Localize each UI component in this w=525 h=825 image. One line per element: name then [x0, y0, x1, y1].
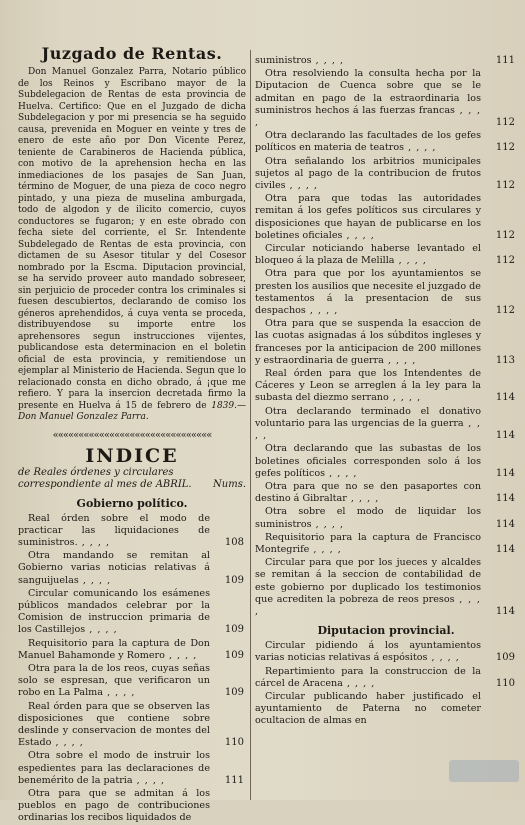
- right-entry-list: [255, 55, 517, 618]
- nums-header: Nums.: [213, 478, 246, 490]
- index-subtitle: [18, 467, 246, 491]
- index-entry: [255, 532, 517, 556]
- index-title: INDICE: [85, 444, 179, 467]
- index-entry-number: 110: [495, 677, 515, 689]
- index-entry: [255, 666, 517, 690]
- right-column: [255, 55, 517, 800]
- leader-dots: , , , ,: [255, 104, 481, 129]
- index-entry-text: Otra para que se admitan á los pueblos en pago de contribuciones ordinarias los recibos liquidados de: [18, 787, 210, 824]
- index-entry: [18, 750, 246, 787]
- index-entry-number: 114: [495, 493, 515, 505]
- index-entry-number: 113: [495, 354, 515, 366]
- index-entry-text: Otra declarando que las subastas de los boletines oficiales corresponden solo á los gefes políticos: [255, 443, 481, 479]
- index-entry-text: Otra declarando terminado el donativo voluntario para las urgencias de la guerra: [255, 405, 481, 429]
- notice-text: Don Manuel Gonzalez Parra, Notario público de los Reinos y Escribano mayor de la Subdelegacion de Rentas de esta provincia de Huelva. Certifico: Que en el Juzgado de dicha Subdelegacion y por mi presencia se ha seguido causa, prevenida en Moguer en veinte y tres de enero de este año por Don Vicente Perez, teniente de Carabineros de Hacienda pública, con motivo de la aprehension hecha en las inmediaciones de los pasajes de San Juan, término de Moguer, de una pieza de coco negro pintado, y una pieza de muselina amburgada, todo de algodon y de ilicito comercio, cuyos conductores se fugaron; y en este obrado con fecha siete del corriente, el Sr. Intendente Subdelegado de Rentas de esta provincia, con dictamen de su Asesor titular y del Cosesor nombrado por la Escma. Diputacion provincial, se ha servido proveer auto mandado sobreseer, sin perjuicio de proceder contra los criminales si fuesen descubiertos, declarando de comiso los géneros aprehendidos, á cuya venta se proceda, distribuyendose su importe entre los aprehensores segun instrucciones vijentes, publicandose esta determinacion en el boletin oficial de esta provincia, y remitiendose un ejemplar al Ministerio de Hacienda. Segun que lo relacionado consta en dicho obrado, á ¡que me refiero. Y para la insercion decretada firmo la presente en Huelva á 15 de febrero de: [18, 67, 246, 411]
- index-entry: [18, 588, 246, 637]
- leader-dots: , , , ,: [285, 180, 319, 192]
- index-entry-number: 112: [495, 180, 515, 192]
- index-entry-number: 112: [495, 305, 515, 317]
- index-entry-number: 112: [495, 142, 515, 154]
- index-entry: [255, 55, 517, 67]
- leader-dots: , , , ,: [255, 417, 481, 442]
- leader-dots: , , , ,: [342, 229, 375, 241]
- index-entry-text: Circular para que por los jueces y alcaldes se remitan á la seccion de contabilidad de este gobierno por duplicado los testimonios que acrediten la pobreza de reos presos: [255, 557, 481, 605]
- index-entry-number: 114: [495, 392, 515, 404]
- index-entry: [255, 243, 517, 267]
- index-entry-text: suministros: [255, 55, 312, 66]
- leader-dots: , , , ,: [309, 543, 342, 555]
- index-entry-text: Otra para que se suspenda la esaccion de las cuotas asignadas á los súbditos ingleses y franceses por la anticipacion de 200 millones y estraordinaria de guerra: [255, 318, 481, 366]
- index-entry: [18, 550, 246, 587]
- index-entry: [18, 663, 246, 700]
- index-entry-text: Requisitorio para la captura de Francisco Montegrife: [255, 531, 481, 555]
- index-entry-text: Real órden para que los Intendentes de Cáceres y Leon se arreglen á la ley para la subasta del diezmo serrano: [255, 368, 481, 404]
- leader-dots: , , , ,: [342, 677, 376, 689]
- index-subtitle-text: de Reales órdenes y circulares correspondiente al mes de ABRIL.: [18, 466, 192, 490]
- leader-dots: , , , ,: [132, 774, 165, 786]
- index-entry: [255, 368, 517, 405]
- index-entry: [255, 318, 517, 367]
- leader-dots: , , , ,: [103, 687, 136, 699]
- index-entry: [255, 68, 517, 129]
- leader-dots: , , , ,: [305, 305, 339, 317]
- notice-signature: 1839.— Don Manuel Gonzalez Parra.: [18, 400, 246, 422]
- index-entry-text: Requisitorio para la captura de Don Manuel Bahamonde y Romero: [18, 637, 210, 661]
- index-entry: [255, 506, 517, 530]
- leader-dots: , , , ,: [51, 737, 84, 749]
- column-rule: [250, 50, 251, 800]
- index-entry-number: 110: [224, 737, 244, 749]
- index-entry-text: Otra resolviendo la consulta hecha por la Diputacion de Cuenca sobre que se le admitan en pago de la estraordinaria los suministros hechos á las fuerzas francas: [255, 68, 481, 116]
- leader-dots: , , , ,: [325, 467, 358, 479]
- leader-dots: , , , ,: [311, 518, 344, 530]
- leader-dots: , , , ,: [427, 652, 460, 664]
- leader-dots: , , , ,: [404, 142, 437, 154]
- index-entry-text: Repartimiento para la construccion de la cárcel de Aracena: [255, 665, 481, 689]
- index-entry-number: 108: [224, 536, 244, 548]
- index-entry: [255, 130, 517, 154]
- index-entry: [18, 788, 246, 825]
- index-entry-number: 114: [495, 605, 515, 617]
- leader-dots: , , , ,: [311, 55, 344, 66]
- index-entry-number: 114: [495, 467, 515, 479]
- index-entry-number: 112: [495, 117, 515, 129]
- index-entry-text: Otra sobre el modo de liquidar los suministros: [255, 506, 481, 530]
- index-entry: [255, 268, 517, 317]
- leader-dots: , , , ,: [394, 255, 427, 267]
- index-entry-text: Otra para que por los ayuntamientos se presten los ausilios que necesite el juzgado de testamentos á la presentacion de sus despachos: [255, 268, 481, 317]
- index-entry: [255, 156, 517, 193]
- index-entry: [255, 443, 517, 480]
- left-entry-list: [18, 513, 246, 825]
- index-entry-number: 109: [224, 624, 244, 636]
- index-entry: [18, 513, 246, 550]
- ornamental-separator: «««««««««««««««««««««««««««««««: [52, 429, 212, 441]
- index-entry: [255, 691, 517, 728]
- index-entry-number: 109: [224, 687, 244, 699]
- index-entry-text: Otra mandando se remitan al Gobierno varias noticias relativas á sanguijuelas: [18, 550, 210, 586]
- leader-dots: , , , ,: [85, 624, 118, 636]
- leader-dots: , , , ,: [78, 574, 112, 586]
- index-entry-text: Real órden sobre el modo de practicar las liquidaciones de suministros.: [18, 512, 210, 548]
- index-entry-number: 109: [495, 652, 515, 664]
- left-column: [18, 30, 246, 824]
- index-entry: [255, 481, 517, 505]
- index-entry-text: Otra para que todas las autoridades remitan á los gefes políticos sus circulares y disposiciones que hayan de publicarse en los boletines oficiales: [255, 193, 481, 241]
- index-entry-text: Otra señalando los arbitrios municipales sujetos al pago de la contribucion de frutos civiles: [255, 155, 481, 192]
- notice-title: Juzgado de Rentas.: [41, 44, 223, 63]
- index-entry-number: 114: [495, 518, 515, 530]
- index-entry: [18, 638, 246, 662]
- leader-dots: , , , ,: [255, 593, 481, 617]
- index-entry: [18, 701, 246, 750]
- leader-dots: , , , ,: [388, 392, 422, 404]
- index-entry: [255, 640, 517, 664]
- index-entry-number: 114: [495, 543, 515, 555]
- index-entry-number: 109: [224, 649, 244, 661]
- index-entry-text: Circular noticiando haberse levantado el bloqueo á la plaza de Melilla: [255, 243, 481, 267]
- right-entry-list-2: [255, 640, 517, 727]
- section-title-diputacion: Diputacion provincial.: [317, 624, 455, 638]
- library-stamp: [449, 760, 519, 782]
- index-entry: [255, 193, 517, 242]
- index-entry: [255, 406, 517, 443]
- leader-dots: , , , ,: [164, 649, 198, 661]
- index-entry-number: 109: [224, 574, 244, 586]
- section-title-gobierno: Gobierno político.: [76, 496, 188, 510]
- index-entry: [255, 557, 517, 618]
- index-entry-number: 114: [495, 430, 515, 442]
- index-entry-text: Circular publicando haber justificado el ayuntamiento de Paterna no cometer ocultacion de almas en: [255, 690, 481, 727]
- index-entry-text: Otra para que no se den pasaportes con destino á Gibraltar: [255, 480, 481, 505]
- leader-dots: , , , ,: [383, 354, 417, 366]
- index-entry-text: Otra para la de los reos, cuyas señas solo se espresan, que verificaron un robo en La Palma: [18, 662, 210, 699]
- index-entry-number: 112: [495, 229, 515, 241]
- index-entry-text: Otra sobre el modo de instruir los espedientes para las declaraciones de benemérito de la patria: [18, 750, 210, 786]
- index-entry-text: Circular pidiendo á los ayuntamientos varias noticias relativas á espósitos: [255, 640, 481, 664]
- notice-body: [18, 67, 246, 424]
- index-entry-number: 111: [224, 774, 244, 786]
- index-entry-number: 111: [495, 55, 515, 66]
- leader-dots: , , , ,: [77, 536, 111, 548]
- index-entry-text: Otra declarando las facultades de los gefes políticos en materia de teatros: [255, 130, 481, 154]
- index-entry-text: Real órden para que se observen las disposiciones que contiene sobre deslinde y conservacion de montes del Estado: [18, 700, 210, 749]
- index-entry-text: Circular comunicando los esámenes públicos mandados celebrar por la Comision de instruccion primaria de los Castillejos: [18, 587, 210, 636]
- index-entry-number: 112: [495, 255, 515, 267]
- leader-dots: , , , ,: [346, 493, 380, 505]
